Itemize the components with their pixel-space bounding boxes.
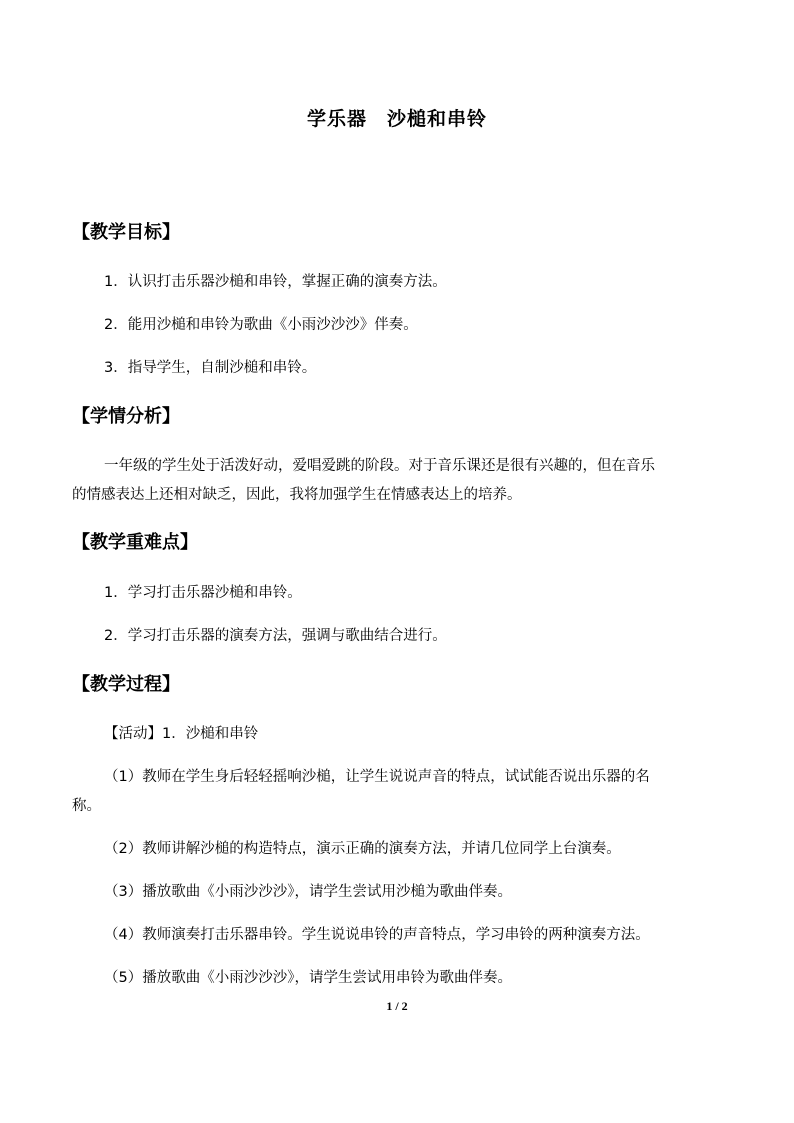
page-number: 1 / 2: [386, 999, 408, 1013]
heading-key-points: 【教学重难点】: [72, 532, 198, 553]
process-step: （4）教师演奏打击乐器串铃。学生说说串铃的声音特点，学习串铃的两种演奏方法。: [104, 927, 650, 943]
process-step-continuation: 称。: [72, 798, 101, 814]
objective-item: 1．认识打击乐器沙槌和串铃，掌握正确的演奏方法。: [104, 274, 447, 290]
process-step: （1）教师在学生身后轻轻摇响沙槌，让学生说说声音的特点，试试能否说出乐器的名: [104, 769, 650, 785]
process-step: （5）播放歌曲《小雨沙沙沙》，请学生尝试用串铃为歌曲伴奏。: [104, 970, 512, 986]
heading-analysis: 【学情分析】: [72, 406, 180, 427]
objective-item: 3．指导学生，自制沙槌和串铃。: [104, 360, 317, 376]
process-step: （2）教师讲解沙槌的构造特点，演示正确的演奏方法，并请几位同学上台演奏。: [104, 841, 621, 857]
analysis-line: 的情感表达上还相对缺乏，因此，我将加强学生在情感表达上的培养。: [72, 487, 522, 503]
analysis-line: 一年级的学生处于活泼好动，爱唱爱跳的阶段。对于音乐课还是很有兴趣的，但在音乐: [104, 458, 655, 474]
heading-process: 【教学过程】: [72, 674, 180, 695]
heading-objectives: 【教学目标】: [72, 222, 180, 243]
activity-line: [104, 724, 258, 744]
objective-item: 2．能用沙槌和串铃为歌曲《小雨沙沙沙》伴奏。: [104, 317, 418, 333]
activity-tag: 【活动】: [104, 726, 162, 742]
process-step: （3）播放歌曲《小雨沙沙沙》，请学生尝试用沙槌为歌曲伴奏。: [104, 884, 512, 900]
key-point-item: 2．学习打击乐器的演奏方法，强调与歌曲结合进行。: [104, 628, 447, 644]
page-title: 学乐器 沙槌和串铃: [306, 108, 487, 130]
activity-title: 1．沙槌和串铃: [162, 726, 259, 742]
key-point-item: 1．学习打击乐器沙槌和串铃。: [104, 585, 302, 601]
